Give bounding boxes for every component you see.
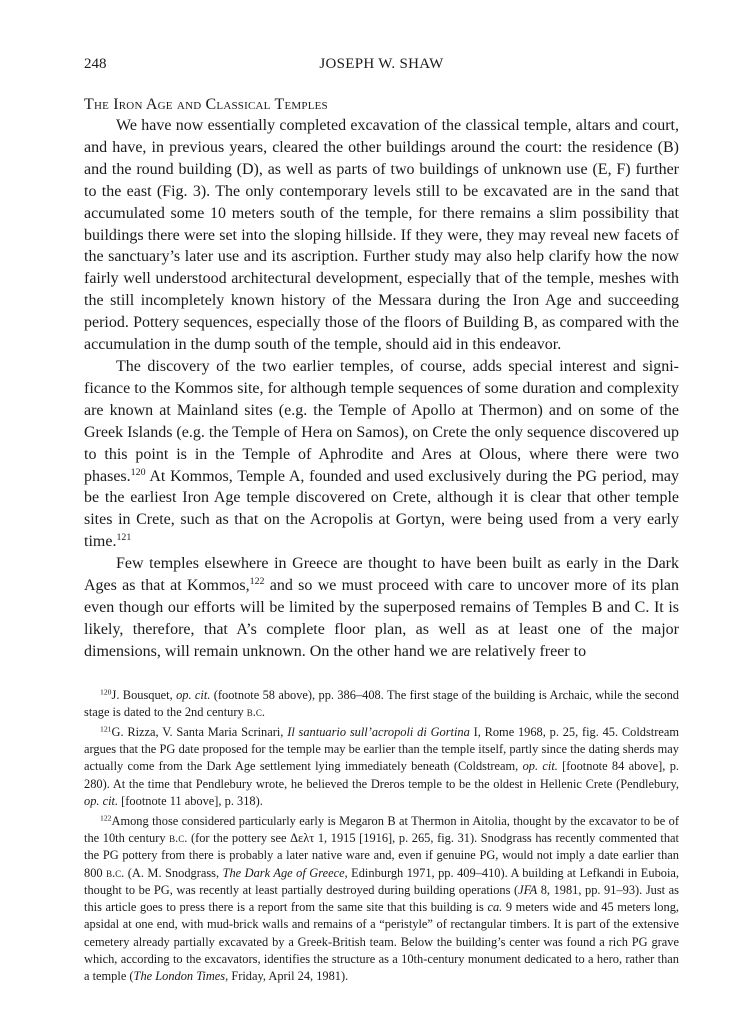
- footnote-italic: JFA: [518, 882, 538, 897]
- footnote-text: (footnote 58 above), pp. 386–408. The first stage of the building is Archaic, while the second stage is dated to the 2nd century: [84, 687, 679, 719]
- footnote-italic: Il santuario sull’acropoli di Gortina: [287, 725, 470, 740]
- footnote-text: J. Bousquet,: [111, 687, 177, 702]
- footnote-text: [footnote 11 above], p. 318).: [118, 793, 263, 808]
- paragraph-text: and so we must proceed with care to uncover more of its plan even though our efforts will be limited by the superposed remains of Temples B and C. It is likely, therefore, that A’s complete floor plan, as well as at least one of the major dimensions, will remain unknown. On the other hand we are relatively freer to: [84, 577, 680, 660]
- footnote-italic: op. cit.: [522, 759, 558, 774]
- footnote-text: (for the pottery see Δελτ 1, 1915 [1916], p. 265, fig. 31). Snodgrass has recently commented that the PG pottery from there is probably a later native ware and, even if genuine PG, would not imply a date earlier than 800: [84, 831, 679, 880]
- paragraph-text: At Kommos, Temple A, founded and used exclusively during the PG period, may be the earliest Iron Age temple discovered on Crete, although it is clear that other temple sites in Crete, such as that on the Acropolis at Gortyn, were being used from a very early time.: [84, 467, 679, 551]
- footnote-text: G. Rizza, V. Santa Maria Scrinari,: [111, 725, 288, 740]
- footnote-italic: ca.: [487, 900, 503, 915]
- footnote-text: (A. M. Snodgrass,: [124, 865, 223, 880]
- footnote-smallcaps: b.c.: [246, 704, 265, 719]
- running-head-author: JOSEPH W. SHAW: [319, 56, 444, 72]
- footnote-number: 120: [100, 687, 112, 697]
- footnote-number: 122: [100, 813, 112, 823]
- footnote-smallcaps: b.c.: [106, 865, 125, 880]
- body-text: [84, 115, 679, 663]
- paragraph: [84, 356, 679, 553]
- footnote-italic: op. cit.: [84, 793, 119, 808]
- journal-page: [84, 52, 679, 988]
- paragraph-text: Few temples elsewhere in Greece are thought to have been built as early in the Dark Ages as that at Kommos,: [84, 555, 679, 595]
- footnote-ref[interactable]: 120: [130, 466, 146, 478]
- footnote-italic: The London Times: [133, 968, 226, 983]
- footnote-ref[interactable]: 121: [116, 532, 132, 544]
- footnote-121: [84, 724, 679, 810]
- footnotes: [84, 687, 679, 985]
- footnote-text: [footnote 84 above], p. 280). At the time that Pendlebury wrote, he believed the Dreros temple to be the oldest in Hellenic Crete (Pendlebury,: [84, 759, 679, 791]
- footnote-text: Among those considered particularly early is Megaron B at Thermon in Aitolia, thought by the excavator to be of the 10th century: [84, 814, 679, 846]
- footnote-122: [84, 813, 679, 985]
- paragraph-text: The discovery of the two earlier temples, of course, adds special interest and significance to the Kommos site, for although temple sequences of some duration and complexity are known at Mainland sites (e.g. the Temple of Apollo at Thermon) and on some of the Greek Islands (e.g. the Temple of Hera on Samos), on Crete the only sequence discovered up to this point is in the Temple of Aphrodite and Ares at Olous, where there were two phases.: [84, 357, 679, 485]
- footnote-ref[interactable]: 122: [249, 576, 265, 588]
- footnote-text: , Edinburgh 1971, pp. 409–410). A building at Lefkandi in Euboia, thought to be PG, was recently at least partially destroyed during building operations (: [84, 865, 679, 897]
- footnote-smallcaps: b.c.: [169, 831, 188, 846]
- page-number: 248: [84, 56, 107, 72]
- footnote-text: 9 meters wide and 45 meters long, apsidal at one end, with mud-brick walls and remains of a “peristyle” of rectangular timbers. It is part of the extensive cemetery already partially excavated by a Greek-British team. Below the building’s center was found a rich PG grave which, according to the excavators, identifies the structure as a 10th-century monument dedicated to a hero, rather than a temple (: [84, 900, 679, 983]
- footnote-number: 121: [100, 724, 112, 734]
- section-heading: The Iron Age and Classical Temples: [84, 96, 328, 113]
- footnote-italic: The Dark Age of Greece: [222, 865, 345, 880]
- paragraph: We have now essentially completed excavation of the classical temple, altars and court, and have, in previous years, cleared the other buildings around the court: the residence (B) and the round building (D), as well as parts of two buildings of unknown use (E, F) further to the east (Fig. 3). The only contemporary levels still to be excavated are in the sand that accumulated some 10 meters south of the temple, for there remains a slim possibility that buildings there were set into the sloping hillside. If they were, they may reveal new facets of the sanctuary’s later use and its ascription. Further study may also help clarify how the now fairly well understood architectural development, especially that of the temple, meshes with the still incompletely known history of the Messara during the Iron Age and succeeding period. Pottery sequences, especially those of the floors of Building B, as compared with the accumulation in the dump south of the temple, should aid in this endeavor.: [84, 117, 679, 354]
- footnote-120: [84, 687, 679, 721]
- footnote-text: , Friday, April 24, 1981).: [225, 968, 349, 983]
- running-head: [84, 52, 679, 76]
- footnote-text: I, Rome 1968, p. 25, fig. 45. Coldstream argues that the PG date proposed for the temple may be earlier than the temple itself, partly since the dating sherds may actually come from the Dark Age settlement lying immediately beneath (Coldstream,: [84, 725, 679, 774]
- paragraph: [84, 553, 679, 663]
- footnote-text: 8, 1981, pp. 91–93). Just as this article goes to press there is a report from the same site that this building is: [84, 882, 679, 915]
- footnote-italic: op. cit.: [176, 687, 211, 702]
